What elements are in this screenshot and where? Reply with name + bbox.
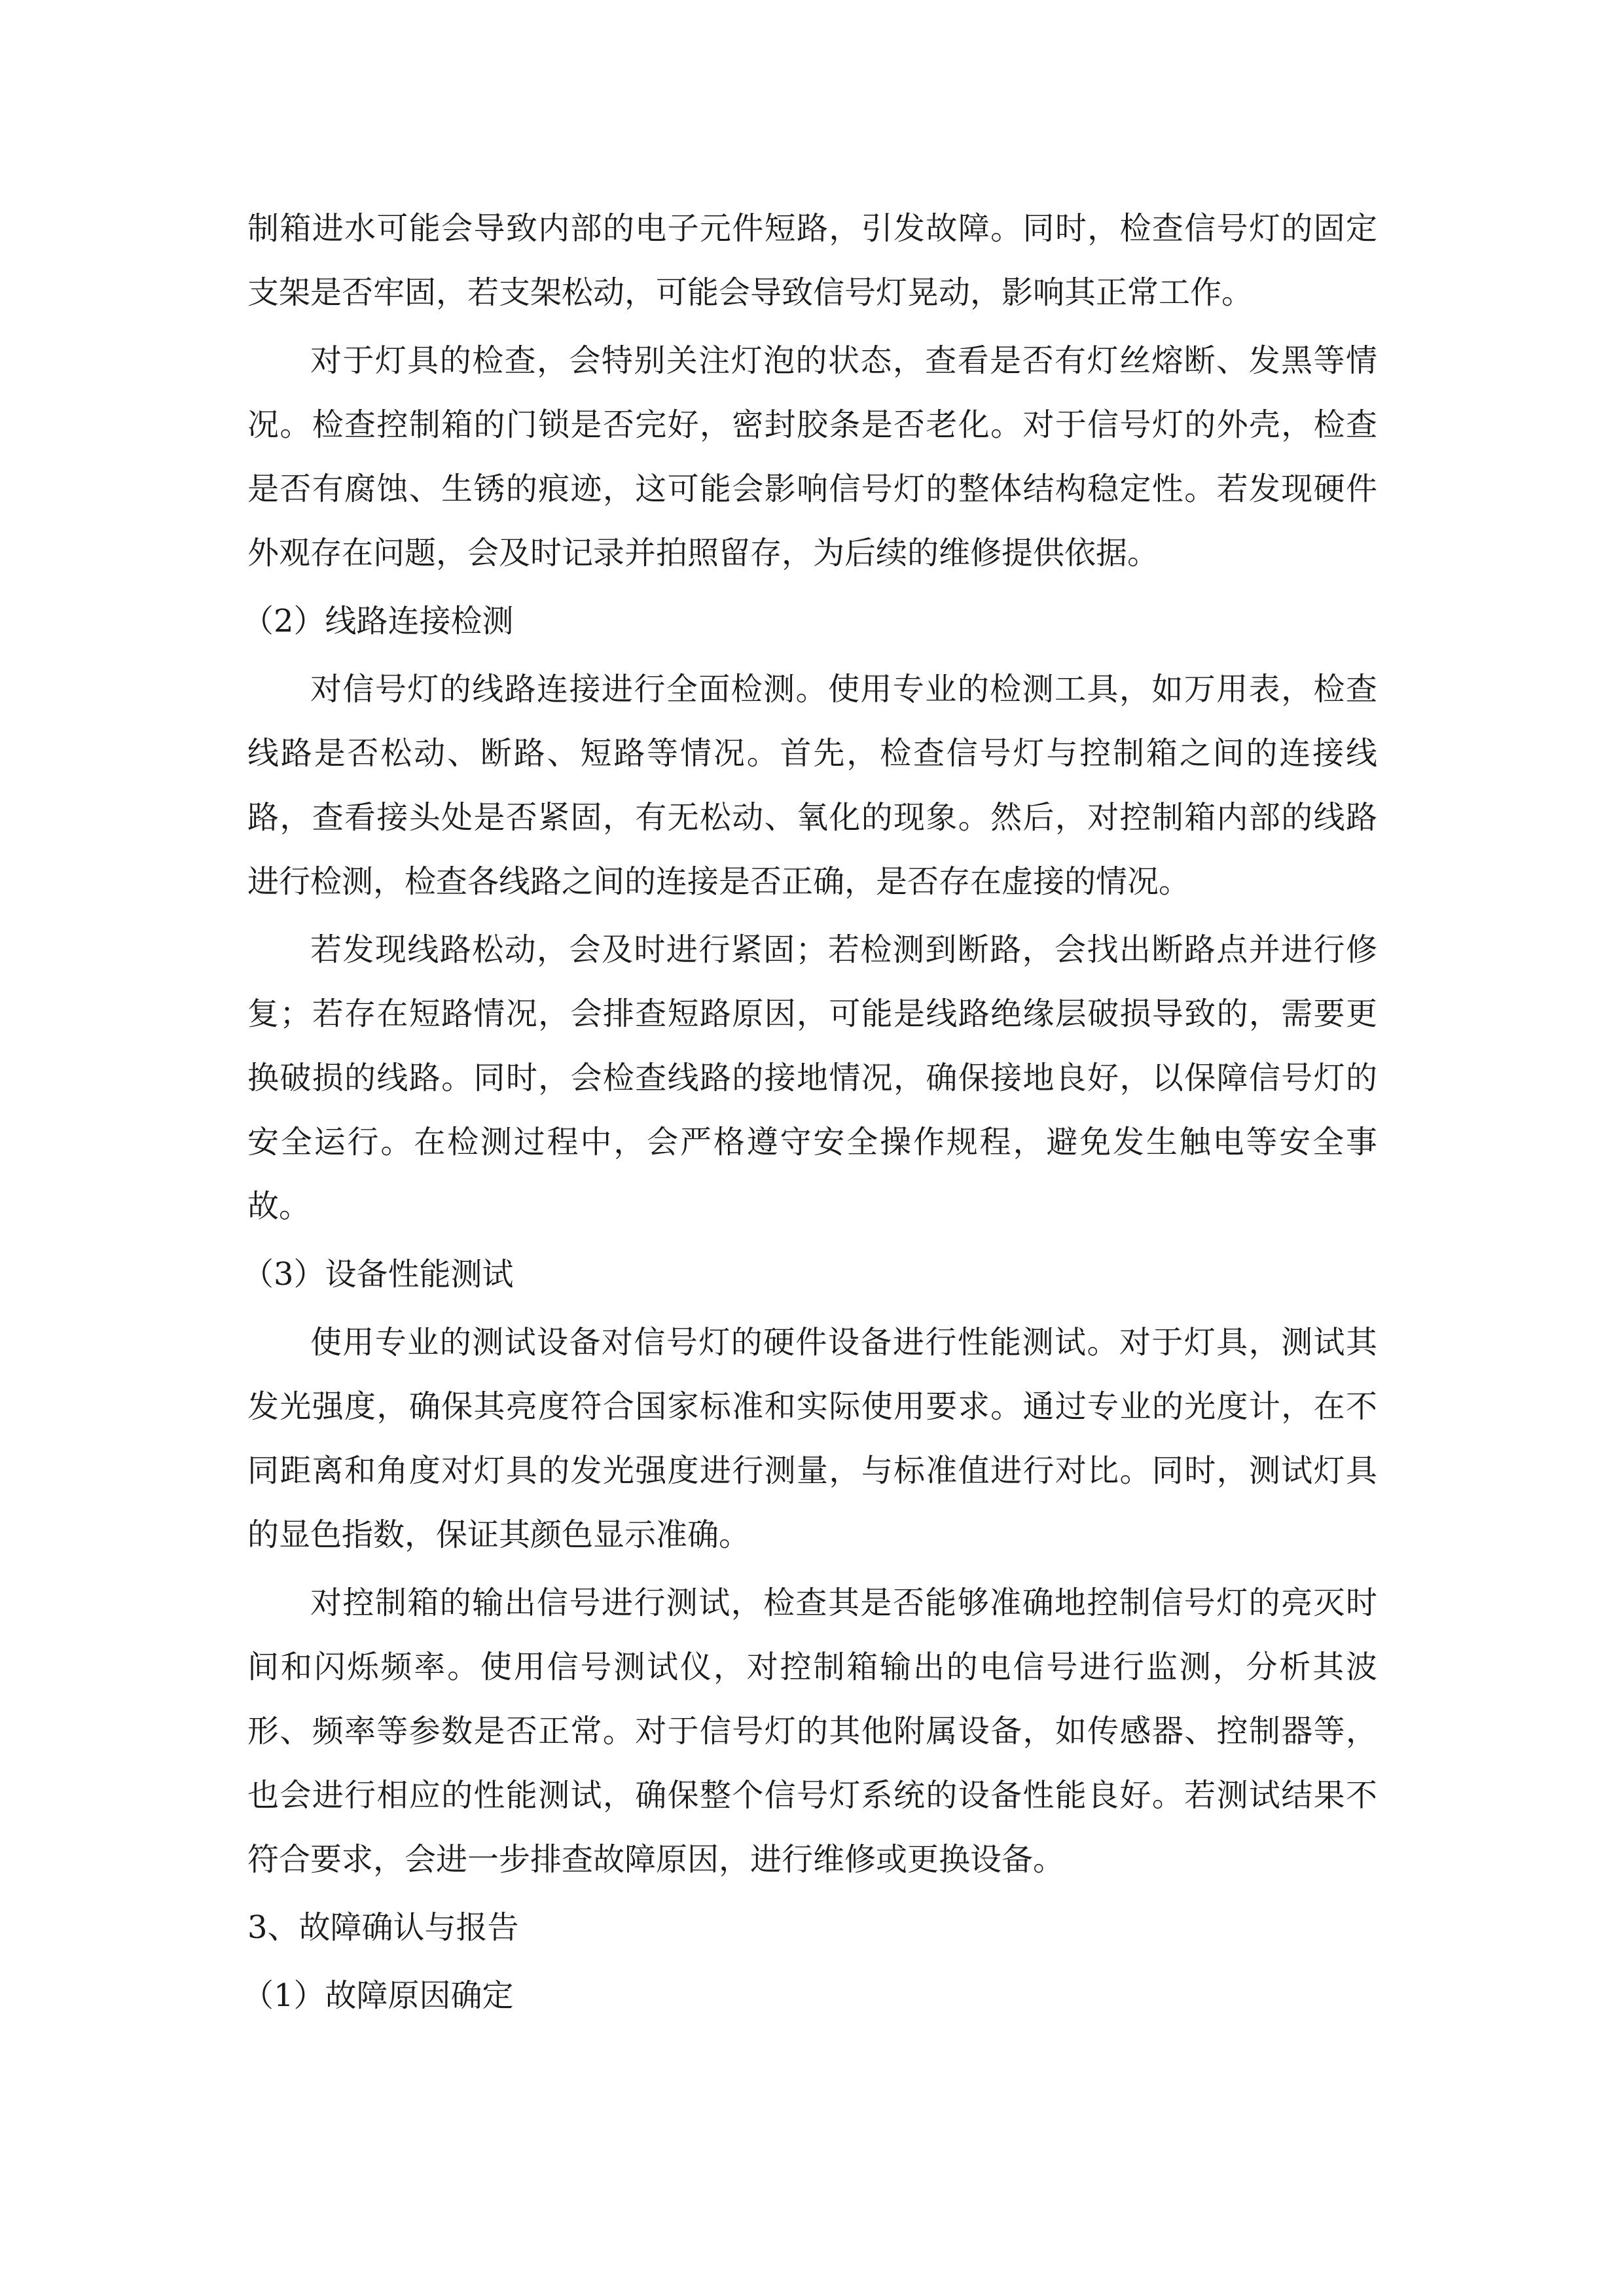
paragraph-lamp-performance: 使用专业的测试设备对信号灯的硬件设备进行性能测试。对于灯具，测试其发光强度，确保其亮度符合国家标准和实际使用要求。通过专业的光度计，在不同距离和角度对灯具的发光强度进行测量，与标准值进行对比。同时，测试灯具的显色指数，保证其颜色显示准确。 [247, 1324, 1377, 1553]
paragraph-control-box-test: 对控制箱的输出信号进行测试，检查其是否能够准确地控制信号灯的亮灭时间和闪烁频率。使用信号测试仪，对控制箱输出的电信号进行监测，分析其波形、频率等参数是否正常。对于信号灯的其他附属设备，如传感器、控制器等，也会进行相应的性能测试，确保整个信号灯系统的设备性能良好。若测试结果不符合要求，会进一步排查故障原因，进行维修或更换设备。 [247, 1585, 1377, 1878]
subheading-fault-cause: （1）故障原因确定 [242, 1977, 514, 2014]
paragraph-continuation: 制箱进水可能会导致内部的电子元件短路，引发故障。同时，检查信号灯的固定支架是否牢固，若支架松动，可能会导致信号灯晃动，影响其正常工作。 [247, 210, 1377, 311]
paragraph-line-detection: 对信号灯的线路连接进行全面检测。使用专业的检测工具，如万用表，检查线路是否松动、断路、短路等情况。首先，检查信号灯与控制箱之间的连接线路，查看接头处是否紧固，有无松动、氧化的现象。然后，对控制箱内部的线路进行检测，检查各线路之间的连接是否正确，是否存在虚接的情况。 [247, 671, 1377, 900]
paragraph-lamp-inspection: 对于灯具的检查，会特别关注灯泡的状态，查看是否有灯丝熔断、发黑等情况。检查控制箱的门锁是否完好，密封胶条是否老化。对于信号灯的外壳，检查是否有腐蚀、生锈的痕迹，这可能会影响信号灯的整体结构稳定性。若发现硬件外观存在问题，会及时记录并拍照留存，为后续的维修提供依据。 [247, 342, 1377, 571]
section-heading-fault-confirmation: 3、故障确认与报告 [247, 1909, 519, 1946]
subheading-performance-test: （3）设备性能测试 [242, 1256, 514, 1293]
subheading-line-connection: （2）线路连接检测 [242, 603, 514, 639]
document-body [242, 196, 1377, 2032]
paragraph-line-repair: 若发现线路松动，会及时进行紧固；若检测到断路，会找出断路点并进行修复；若存在短路情况，会排查短路原因，可能是线路绝缘层破损导致的，需要更换破损的线路。同时，会检查线路的接地情况，确保接地良好，以保障信号灯的安全运行。在检测过程中，会严格遵守安全操作规程，避免发生触电等安全事故。 [247, 931, 1377, 1225]
